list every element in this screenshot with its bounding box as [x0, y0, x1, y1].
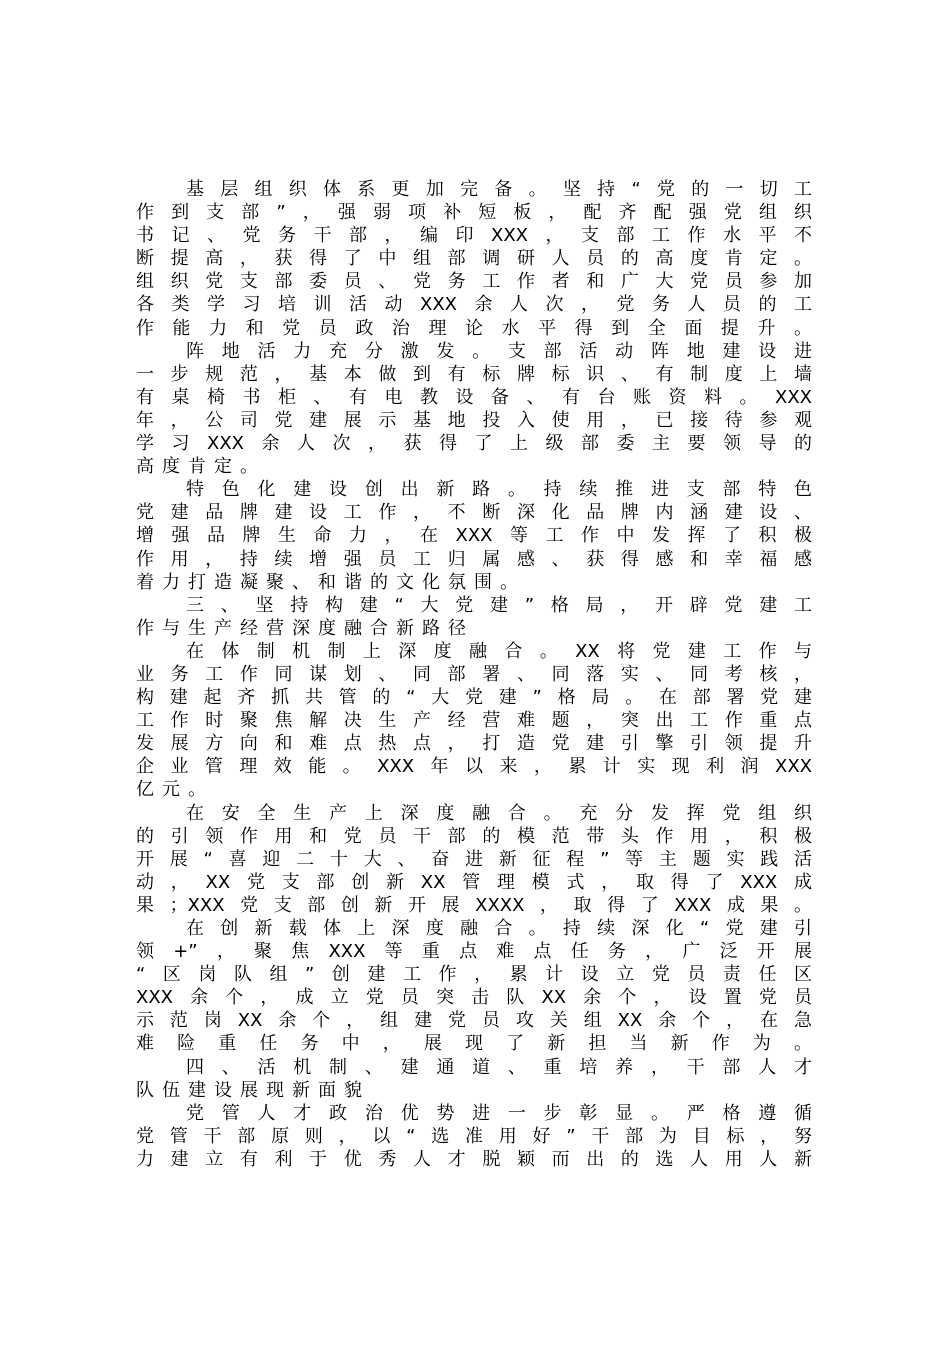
text-line: 党管人才政治优势进一步彰显。严格遵循	[186, 1102, 812, 1124]
text-line: 基层组织体系更加完备。坚持“党的一切工	[186, 179, 812, 200]
text-line: 领+”，聚焦XXX等重点难点任务，广泛开展	[136, 941, 812, 963]
text-line: 队伍建设展现新面貌	[136, 1079, 370, 1101]
text-line: 作与生产经营深度融合新路径	[136, 617, 474, 639]
text-line: 力建立有利于优秀人才脱颖而出的选人用人新	[136, 1148, 812, 1170]
text-line: 发展方向和难点热点，打造党建引擎引领提升	[136, 733, 812, 755]
text-line: 三、坚持构建“大党建”格局，开辟党建工	[186, 594, 812, 616]
text-line: 党管干部原则，以“选准用好”干部为目标，努	[136, 1125, 812, 1147]
text-line: 业务工作同谋划、同部署、同落实、同考核，	[136, 663, 812, 685]
text-line: 动，XX党支部创新XX管理模式，取得了XXX成	[136, 871, 812, 893]
text-line: 高度肯定。	[136, 456, 266, 478]
document-body	[136, 178, 812, 1171]
text-line: “区岗队组”创建工作，累计设立党员责任区	[136, 964, 812, 986]
text-line: 在体制机制上深度融合。XX将党建工作与	[186, 640, 812, 662]
text-line: 示范岗XX余个，组建党员攻关组XX余个，在急	[136, 1010, 812, 1032]
text-line: 阵地活力充分激发。支部活动阵地建设进	[186, 340, 812, 362]
text-line: 增强品牌生命力，在XXX等工作中发挥了积极	[136, 525, 812, 547]
text-line: 组织党支部委员、党务工作者和广大党员参加	[136, 271, 812, 293]
text-line: 作能力和党员政治理论水平得到全面提升。	[136, 317, 812, 339]
text-line: 作到支部”，强弱项补短板，配齐配强党组织	[136, 202, 812, 224]
text-line: 亿元。	[136, 779, 214, 801]
text-line: 的引领作用和党员干部的模范带头作用，积极	[136, 825, 812, 847]
text-line: 企业管理效能。XXX年以来，累计实现利润XXX	[136, 756, 812, 778]
text-line: 学习XXX余人次，获得了上级部委主要领导的	[136, 433, 812, 455]
text-line: 难险重任务中，展现了新担当新作为。	[136, 1033, 812, 1055]
text-line: 各类学习培训活动XXX余人次，党务人员的工	[136, 294, 812, 316]
text-line: 果；XXX党支部创新开展XXXX，取得了XXX成果。	[136, 894, 812, 916]
text-line: 着力打造凝聚、和谐的文化氛围。	[136, 571, 526, 593]
text-line: 年，公司党建展示基地投入使用，已接待参观	[136, 409, 812, 431]
text-line: 作用，持续增强员工归属感、获得感和幸福感	[136, 548, 812, 570]
text-line: 工作时聚焦解决生产经营难题，突出工作重点	[136, 710, 812, 732]
text-line: 四、活机制、建通道、重培养，干部人才	[186, 1056, 812, 1078]
text-line: 特色化建设创出新路。持续推进支部特色	[186, 479, 812, 501]
text-line: 断提高，获得了中组部调研人员的高度肯定。	[136, 248, 812, 270]
text-line: 构建起齐抓共管的“大党建”格局。在部署党建	[136, 687, 812, 709]
text-line: 一步规范，基本做到有标牌标识、有制度上墙	[136, 363, 812, 385]
text-line: 党建品牌建设工作，不断深化品牌内涵建设、	[136, 502, 812, 524]
text-line: 有桌椅书柜、有电教设备、有台账资料。XXX	[136, 386, 812, 408]
text-line: 书记、党务干部，编印XXX，支部工作水平不	[136, 225, 812, 247]
text-line: 在创新载体上深度融合。持续深化“党建引	[186, 918, 812, 939]
text-line: 在安全生产上深度融合。充分发挥党组织	[186, 802, 812, 824]
text-line: 开展“喜迎二十大、奋进新征程”等主题实践活	[136, 848, 812, 870]
text-line: XXX余个，成立党员突击队XX余个，设置党员	[136, 987, 812, 1009]
